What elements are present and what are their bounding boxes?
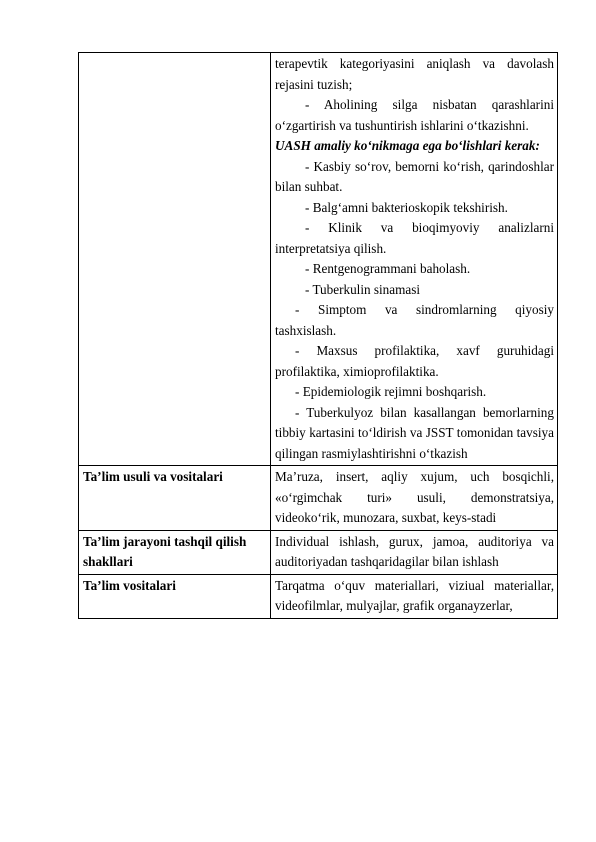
row4-content-cell [271, 574, 558, 618]
row3-content-cell [271, 530, 558, 574]
list-item: - Tuberkulyoz bilan kasallangan bemorlarning tibbiy kartasini to‘ldirish va JSST tomonidan tavsiya qilingan rasmiylashtirishni o‘tkazish [275, 404, 554, 461]
row4-label-cell: Ta’lim vositalari [79, 574, 271, 618]
list-item: - Epidemiologik rejimni boshqarish. [295, 384, 487, 399]
table-row [79, 530, 558, 574]
section-heading: UASH amaliy ko‘nikmaga ega bo‘lishlari kerak: [275, 138, 540, 153]
paragraph: Tarqatma o‘quv materiallari, viziual materiallar, videofilmlar, mulyajlar, grafik organayzerlar, [275, 577, 554, 613]
paragraph: Ma’ruza, insert, aqliy xujum, uch bosqichli, «o‘rgimchak turi» usuli, demonstratsiya, videoko‘rik, munozara, suxbat, keys-stadi [275, 469, 554, 525]
row1-label-cell [79, 53, 271, 466]
table-row [79, 574, 558, 618]
row1-content-cell [271, 53, 558, 466]
row2-content-cell [271, 466, 558, 531]
list-item: - Rentgenogrammani baholash. [305, 261, 471, 276]
row2-label-cell: Ta’lim usuli va vositalari [79, 466, 271, 531]
list-item: - Kasbiy so‘rov, bemorni ko‘rish, qarindoshlar bilan suhbat. [275, 158, 554, 194]
table-row [79, 466, 558, 531]
document-table [78, 52, 558, 619]
list-item: - Tuberkulin sinamasi [305, 281, 421, 297]
row3-label-cell: Ta’lim jarayoni tashqil qilish shakllari [79, 530, 271, 574]
paragraph: terapevtik kategoriyasini aniqlash va davolash rejasini tuzish; [275, 56, 554, 92]
paragraph: Individual ishlash, gurux, jamoa, auditoriya va auditoriyadan tashqaridagilar bilan ishlash [275, 533, 554, 569]
list-item: - Klinik va bioqimyoviy analizlarni interpretatsiya qilish. [275, 220, 554, 256]
list-item: - Balg‘amni bakterioskopik tekshirish. [305, 199, 508, 215]
list-item: - Maxsus profilaktika, xavf guruhidagi profilaktika, ximioprofilaktika. [275, 343, 554, 379]
list-item: - Simptom va sindromlarning qiyosiy tashxislash. [275, 302, 554, 338]
table-row [79, 53, 558, 466]
paragraph: - Aholining silga nisbatan qarashlarini o‘zgartirish va tushuntirish ishlarini o‘tkazishni. [275, 97, 554, 133]
